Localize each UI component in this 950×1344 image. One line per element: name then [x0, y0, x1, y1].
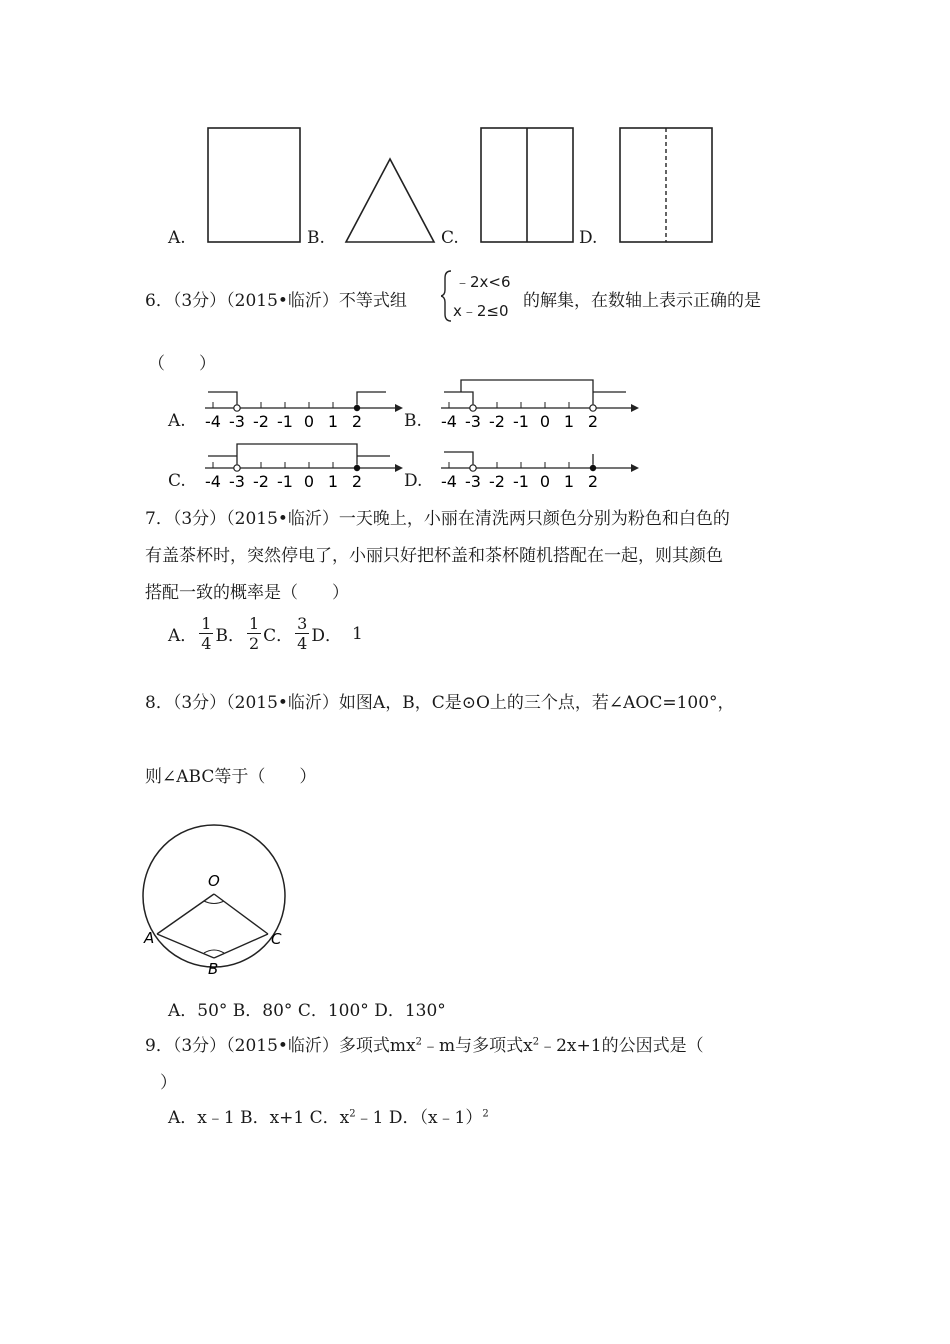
- q6-number-line-d: [436, 440, 646, 493]
- q9-opt-a: A．x﹣1 B．x+1 C．x: [168, 1108, 350, 1128]
- axis-label: -1: [277, 472, 293, 491]
- axis-label: -3: [465, 472, 481, 491]
- q9-text-c: ﹣2x+1的公因式是（: [539, 1036, 704, 1056]
- q7-option-a-label: A．: [168, 626, 198, 646]
- axis-label: -4: [441, 472, 457, 491]
- q6-answer-paren: （ ）: [148, 354, 216, 374]
- point-b-label: B: [208, 960, 219, 978]
- q6-prefix: 6．（3分）（2015•临沂）不等式组: [145, 291, 407, 311]
- q8-line-1: 8．（3分）（2015•临沂）如图A，B，C是⊙O上的三个点，若∠AOC=100°，: [145, 693, 735, 713]
- axis-label: -4: [205, 472, 221, 491]
- q9-line-1: [145, 1031, 704, 1056]
- axis-label: 2: [351, 412, 363, 431]
- axis-label: 0: [539, 412, 551, 431]
- axis-label: 2: [587, 472, 599, 491]
- axis-label: 2: [587, 412, 599, 431]
- q6-option-d-label: D.: [404, 471, 423, 491]
- q7-fraction-a: $\frac{1}{4}$: [201, 614, 212, 653]
- q7-line-1: 7．（3分）（2015•临沂）一天晚上，小丽在清洗两只颜色分别为粉色和白色的: [145, 509, 730, 529]
- q6-number-line-b: [436, 374, 646, 433]
- q6-number-line-c: [200, 440, 410, 493]
- axis-label: -2: [489, 412, 505, 431]
- axis-label: 0: [303, 472, 315, 491]
- q9-sup-2: 2: [532, 1036, 540, 1048]
- q6-option-a-label: A.: [168, 411, 186, 431]
- q7-option-c-label: C．: [263, 626, 294, 646]
- q6-number-line-a: [200, 388, 410, 433]
- point-o-label: O: [208, 872, 220, 890]
- axis-label: -3: [465, 412, 481, 431]
- q7-fraction-c: $\frac{3}{4}$: [297, 614, 308, 653]
- q5-figure-d-rect-dashed-line: [617, 125, 717, 245]
- q6-option-c-label: C.: [168, 471, 186, 491]
- q7-line-2: 有盖茶杯时，突然停电了，小丽只好把杯盖和茶杯随机搭配在一起，则其颜色: [145, 546, 723, 566]
- axis-label: 1: [563, 412, 575, 431]
- axis-label: 1: [563, 472, 575, 491]
- axis-label: 0: [539, 472, 551, 491]
- q9-opt-sup-2: 2: [482, 1108, 489, 1120]
- point-a-label: A: [144, 929, 155, 947]
- axis-label: -4: [441, 412, 457, 431]
- axis-label: -2: [253, 412, 269, 431]
- q6-suffix: 的解集，在数轴上表示正确的是: [523, 291, 761, 311]
- axis-label: -1: [513, 412, 529, 431]
- q5-option-a-label: A.: [168, 228, 186, 248]
- q7-option-d-label: D．: [311, 626, 342, 646]
- q7-options: [168, 614, 363, 653]
- axis-label: 1: [327, 472, 339, 491]
- q7-option-d-value: 1: [352, 623, 363, 644]
- q8-options: A．50° B．80° C．100° D．130°: [168, 1001, 446, 1021]
- q9-text-a: 9．（3分）（2015•临沂）多项式mx: [145, 1036, 416, 1056]
- axis-label: -4: [205, 412, 221, 431]
- axis-label: -2: [253, 472, 269, 491]
- q9-options: [168, 1103, 489, 1128]
- q8-circle-figure: [138, 812, 298, 982]
- axis-label: -1: [513, 472, 529, 491]
- axis-label: -3: [229, 412, 245, 431]
- q8-line-2: 则∠ABC等于（ ）: [145, 767, 317, 787]
- q6-inequality-2: x﹣2≤0: [453, 302, 509, 320]
- q5-figure-a-rectangle: [205, 125, 305, 245]
- axis-label: 2: [351, 472, 363, 491]
- q9-opt-b: ﹣1 D．（x﹣1）: [355, 1108, 483, 1128]
- q5-option-b-label: B.: [307, 228, 325, 248]
- axis-label: 0: [303, 412, 315, 431]
- q5-option-d-label: D.: [579, 228, 598, 248]
- axis-label: -1: [277, 412, 293, 431]
- q7-line-3: 搭配一致的概率是（ ）: [145, 583, 349, 603]
- q5-figure-b-triangle: [340, 155, 440, 247]
- axis-label: -3: [229, 472, 245, 491]
- q7-fraction-b: $\frac{1}{2}$: [248, 614, 260, 653]
- q6-option-b-label: B.: [404, 411, 422, 431]
- q9-text-b: ﹣m与多项式x: [422, 1036, 533, 1056]
- q5-option-c-label: C.: [441, 228, 459, 248]
- q9-line-2: ）: [160, 1073, 177, 1093]
- q9-sup-1: 2: [415, 1036, 423, 1048]
- axis-label: 1: [327, 412, 339, 431]
- q7-option-b-label: B．: [215, 626, 245, 646]
- q5-figure-c-rect-solid-line: [478, 125, 578, 245]
- q6-inequality-1: ﹣2x<6: [455, 273, 511, 291]
- axis-label: -2: [489, 472, 505, 491]
- q9-opt-sup-1: 2: [349, 1108, 356, 1120]
- point-c-label: C: [271, 930, 282, 948]
